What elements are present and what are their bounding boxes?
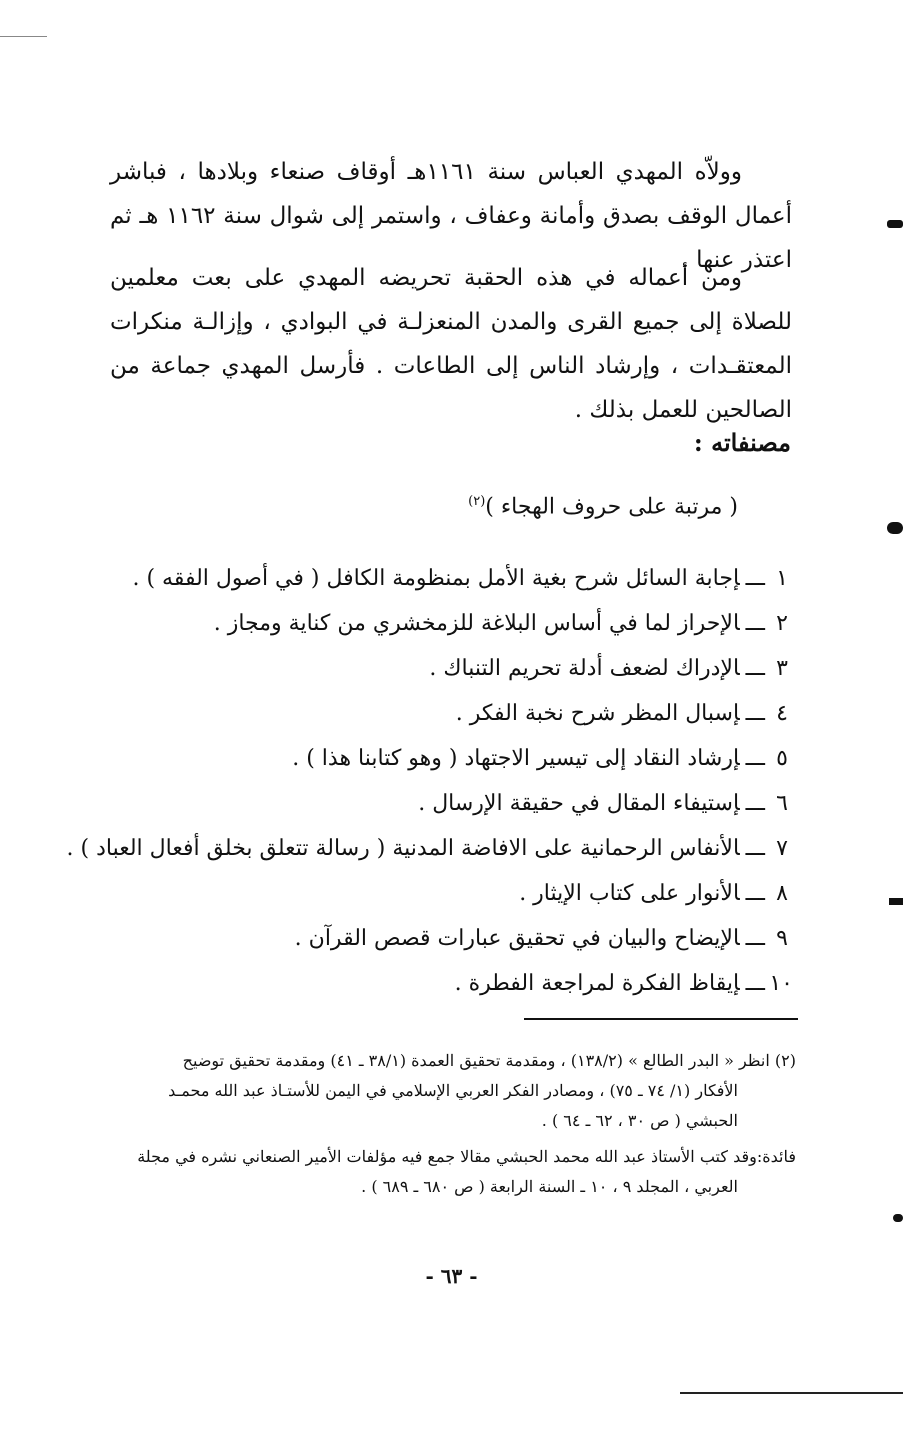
- footnote-block: [112, 1046, 796, 1202]
- item-number: ٢: [776, 611, 788, 636]
- footnote-line: فائدة:وقد كتب الأستاذ عبد الله محمد الحبشي مقالا جمع فيه مؤلفات الأمير الصنعاني نشره في مجلة: [137, 1147, 796, 1166]
- scan-edge-mark: [893, 1214, 903, 1222]
- footnote-line: الأفكار (١/ ٧٤ ـ ٧٥) ، ومصادر الفكر العربي الإسلامي في اليمن للأستـاذ عبد الله محمـد: [168, 1081, 738, 1100]
- item-title: الإيضاح والبيان في تحقيق عبارات قصص القرآن .: [294, 926, 740, 951]
- item-dash: ـــ: [745, 881, 765, 906]
- item-title: إيقاظ الفكرة لمراجعة الفطرة .: [454, 971, 740, 996]
- page-number: - ٦٣ -: [425, 1264, 478, 1288]
- list-item: [113, 781, 793, 826]
- footnote-line: الحبشي ( ص ٣٠ ، ٦٢ ـ ٦٤ ) .: [541, 1111, 738, 1130]
- item-title: إجابة السائل شرح بغية الأمل بمنظومة الكافل ( في أصول الفقه ) .: [132, 566, 740, 591]
- paragraph-2: [110, 256, 792, 432]
- list-item: [113, 601, 793, 646]
- item-title: الإحراز لما في أساس البلاغة للزمخشري من كناية ومجاز .: [213, 611, 740, 636]
- footnote-line: العربي ، المجلد ٩ ، ١٠ ـ السنة الرابعة ( ص ٦٨٠ ـ ٦٨٩ ) .: [361, 1177, 738, 1196]
- paragraph-1-text: وولاّه المهدي العباس سنة ١١٦١هـ أوقاف صنعاء وبلادها ، فباشر أعمال الوقف بصدق وأمانة وعفاف ، واستمر إلى شوال سنة ١١٦٢ هـ ثم اعتذر عنها .: [110, 159, 792, 273]
- item-dash: ـــ: [745, 656, 765, 681]
- item-number: ٥: [776, 746, 788, 771]
- scan-mark-bottom: [680, 1392, 903, 1394]
- item-number: ٨: [776, 881, 788, 906]
- item-dash: ـــ: [745, 791, 765, 816]
- scan-edge-mark: [887, 522, 903, 534]
- item-dash: ـــ: [745, 701, 765, 726]
- footnote-divider: [524, 1018, 798, 1020]
- list-item: [113, 916, 793, 961]
- item-title: الأنفاس الرحمانية على الافاضة المدنية ( رسالة تتعلق بخلق أفعال العباد ) .: [66, 836, 740, 861]
- item-title: الإدراك لضعف أدلة تحريم التنباك .: [429, 656, 740, 681]
- item-dash: ـــ: [745, 566, 765, 591]
- item-dash: ـــ: [745, 746, 765, 771]
- section-heading: مصنفاته :: [693, 428, 791, 457]
- works-subtitle: [238, 494, 738, 519]
- scan-edge-mark: [887, 220, 903, 228]
- scan-edge-mark: [889, 898, 903, 905]
- footnote-line: (٢) انظر « البدر الطالع » (١٣٨/٢) ، ومقدمة تحقيق العمدة (٣٨/١ ـ ٤١) ومقدمة تحقيق توضيح: [182, 1051, 796, 1070]
- paragraph-2-text: ومن أعماله في هذه الحقبة تحريضه المهدي على بعت معلمين للصلاة إلى جميع القرى والمدن المنعزلـة في البوادي ، وإزالـة منكرات المعتقـدات ، وإرشاد الناس إلى الطاعات . فأرسل المهدي جماعة من الصالحين للعمل بذلك .: [110, 265, 792, 423]
- footnote-ref: (٢): [468, 494, 486, 509]
- list-item: [113, 871, 793, 916]
- item-dash: ـــ: [745, 971, 765, 996]
- list-item: [113, 646, 793, 691]
- works-subtitle-text: ( مرتبة على حروف الهجاء ): [485, 494, 738, 520]
- item-number: ١٠: [769, 971, 793, 996]
- item-number: ٤: [776, 701, 788, 726]
- item-title: إستيفاء المقال في حقيقة الإرسال .: [418, 791, 740, 816]
- item-number: ١: [776, 566, 788, 591]
- list-item: [66, 826, 793, 871]
- list-item: [113, 556, 793, 601]
- works-list: [66, 556, 793, 1006]
- item-number: ٣: [776, 656, 788, 681]
- item-number: ٧: [776, 836, 788, 861]
- item-dash: ـــ: [745, 836, 765, 861]
- scan-mark-top: [0, 36, 47, 37]
- item-title: الأنوار على كتاب الإيثار .: [519, 881, 740, 906]
- item-title: إسبال المظر شرح نخبة الفكر .: [455, 701, 740, 726]
- item-number: ٩: [776, 926, 788, 951]
- item-dash: ـــ: [745, 611, 765, 636]
- list-item: [113, 736, 793, 781]
- list-item: [113, 961, 793, 1006]
- item-number: ٦: [776, 791, 788, 816]
- item-title: إرشاد النقاد إلى تيسير الاجتهاد ( وهو كتابنا هذا ) .: [292, 746, 740, 771]
- list-item: [113, 691, 793, 736]
- item-dash: ـــ: [745, 926, 765, 951]
